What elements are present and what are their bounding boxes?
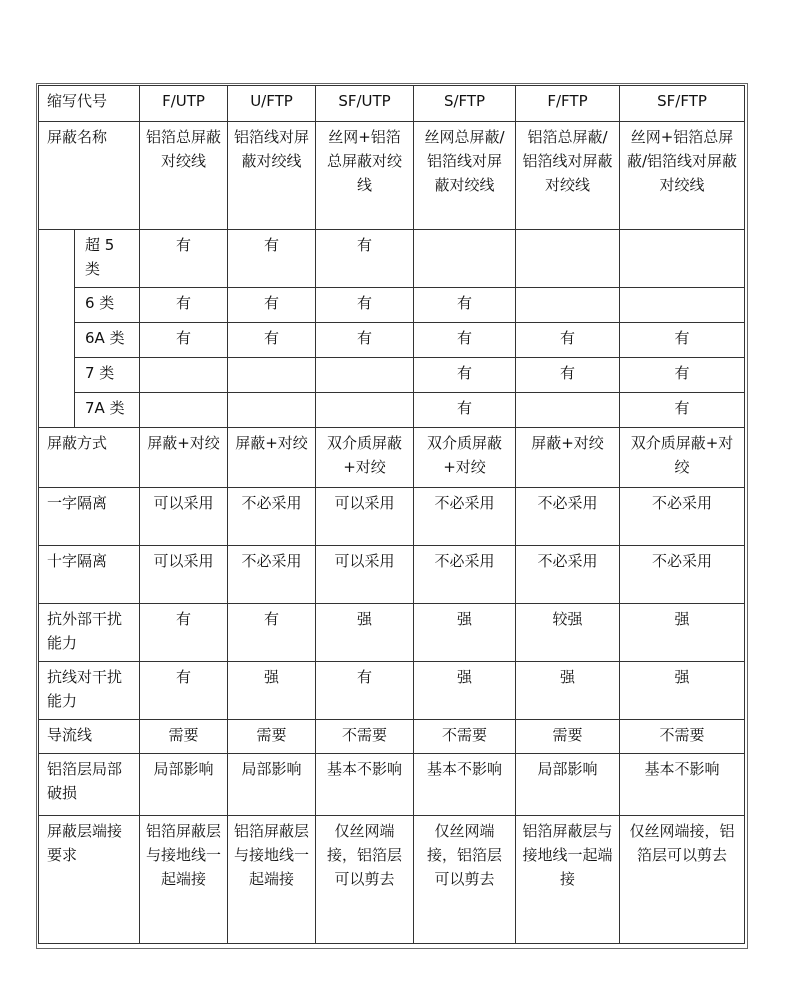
- table-cell: 仅丝网端接，铝箔层可以剪去: [620, 816, 745, 944]
- table-row: [39, 122, 745, 230]
- table-cell: 屏蔽+对绞: [228, 428, 316, 488]
- table-cell: 需要: [140, 720, 228, 754]
- table-cell: 不需要: [414, 720, 516, 754]
- table-cell: 丝网+铝箔总屏蔽对绞线: [316, 122, 414, 230]
- table-cell: 不需要: [316, 720, 414, 754]
- category-label: 6A 类: [75, 323, 140, 358]
- row-label: 屏蔽方式: [39, 428, 140, 488]
- table-cell: 仅丝网端接，铝箔层可以剪去: [316, 816, 414, 944]
- category-label: 7A 类: [75, 393, 140, 428]
- table-cell: [316, 393, 414, 428]
- column-header-sf-ftp: SF/FTP: [620, 86, 745, 122]
- table-cell: 较强: [516, 604, 620, 662]
- table-cell: 双介质屏蔽+对绞: [620, 428, 745, 488]
- table-cell: 局部影响: [140, 754, 228, 816]
- table-cell: 需要: [228, 720, 316, 754]
- table-cell: [516, 288, 620, 323]
- column-header-f-utp: F/UTP: [140, 86, 228, 122]
- table-cell: 有: [140, 288, 228, 323]
- table-cell: 有: [316, 662, 414, 720]
- table-row: [39, 488, 745, 546]
- table-cell: 铝箔总屏蔽/铝箔线对屏蔽对绞线: [516, 122, 620, 230]
- column-header-f-ftp: F/FTP: [516, 86, 620, 122]
- table-cell: 有: [316, 323, 414, 358]
- table-cell: 强: [414, 662, 516, 720]
- header-row: [39, 86, 745, 122]
- table-cell: [316, 358, 414, 393]
- table-cell: 不必采用: [516, 488, 620, 546]
- table-cell: 有: [140, 604, 228, 662]
- table-cell: [228, 358, 316, 393]
- table-cell: 强: [316, 604, 414, 662]
- category-label: 6 类: [75, 288, 140, 323]
- category-group-spacer: [39, 230, 75, 428]
- column-header-s-ftp: S/FTP: [414, 86, 516, 122]
- table-row: [39, 604, 745, 662]
- table-cell: 不必采用: [414, 546, 516, 604]
- table-cell: [620, 230, 745, 288]
- table-cell: 有: [140, 662, 228, 720]
- table-cell: 不必采用: [516, 546, 620, 604]
- table-cell: [516, 393, 620, 428]
- table-cell: 强: [620, 604, 745, 662]
- table-cell: 强: [414, 604, 516, 662]
- row-label: 导流线: [39, 720, 140, 754]
- table-row: [39, 816, 745, 944]
- table-cell: 可以采用: [316, 488, 414, 546]
- table-cell: [228, 393, 316, 428]
- table-cell: 不需要: [620, 720, 745, 754]
- table-cell: [140, 358, 228, 393]
- table-cell: 不必采用: [620, 546, 745, 604]
- table-cell: 丝网总屏蔽/铝箔线对屏蔽对绞线: [414, 122, 516, 230]
- table-cell: [414, 230, 516, 288]
- table-cell: 铝箔屏蔽层与接地线一起端接: [140, 816, 228, 944]
- table-cell: 不必采用: [228, 546, 316, 604]
- table-cell: 有: [414, 288, 516, 323]
- table-cell: 强: [228, 662, 316, 720]
- table-row: [39, 720, 745, 754]
- column-header-sf-utp: SF/UTP: [316, 86, 414, 122]
- table-cell: 可以采用: [140, 546, 228, 604]
- table-cell: 有: [516, 358, 620, 393]
- table-cell: 局部影响: [516, 754, 620, 816]
- table-cell: 有: [140, 230, 228, 288]
- shielded-cable-comparison-table: [38, 85, 745, 944]
- table-cell: 双介质屏蔽+对绞: [316, 428, 414, 488]
- table-cell: 有: [316, 230, 414, 288]
- table-cell: 可以采用: [140, 488, 228, 546]
- category-row: [39, 323, 745, 358]
- table-cell: 强: [516, 662, 620, 720]
- table-cell: 有: [228, 604, 316, 662]
- table-cell: 不必采用: [414, 488, 516, 546]
- table-cell: 有: [620, 323, 745, 358]
- table-row: [39, 662, 745, 720]
- table-cell: [140, 393, 228, 428]
- table-cell: 有: [228, 230, 316, 288]
- table-row: [39, 428, 745, 488]
- row-label: 十字隔离: [39, 546, 140, 604]
- table-cell: 基本不影响: [316, 754, 414, 816]
- table-cell: 有: [228, 288, 316, 323]
- row-label: 屏蔽层端接要求: [39, 816, 140, 944]
- column-header-u-ftp: U/FTP: [228, 86, 316, 122]
- table-cell: 有: [516, 323, 620, 358]
- table-cell: 屏蔽+对绞: [140, 428, 228, 488]
- table-cell: 有: [316, 288, 414, 323]
- table-cell: 不必采用: [228, 488, 316, 546]
- category-row: [39, 393, 745, 428]
- table-cell: 丝网+铝箔总屏蔽/铝箔线对屏蔽对绞线: [620, 122, 745, 230]
- category-row: [39, 288, 745, 323]
- row-label: 一字隔离: [39, 488, 140, 546]
- category-row: [39, 230, 745, 288]
- category-label: 7 类: [75, 358, 140, 393]
- table-cell: 铝箔屏蔽层与接地线一起端接: [228, 816, 316, 944]
- table-cell: 有: [620, 358, 745, 393]
- table-cell: 强: [620, 662, 745, 720]
- table-cell: 铝箔线对屏蔽对绞线: [228, 122, 316, 230]
- table-cell: 有: [228, 323, 316, 358]
- table-cell: 有: [414, 323, 516, 358]
- table-cell: 有: [414, 358, 516, 393]
- table-cell: 有: [140, 323, 228, 358]
- table-cell: 仅丝网端接，铝箔层可以剪去: [414, 816, 516, 944]
- table-cell: 屏蔽+对绞: [516, 428, 620, 488]
- category-row: [39, 358, 745, 393]
- table-row: [39, 546, 745, 604]
- table-cell: [516, 230, 620, 288]
- table-cell: 可以采用: [316, 546, 414, 604]
- row-label: 抗外部干扰能力: [39, 604, 140, 662]
- table-cell: 双介质屏蔽+对绞: [414, 428, 516, 488]
- table-cell: 不必采用: [620, 488, 745, 546]
- table-cell: 基本不影响: [414, 754, 516, 816]
- table-cell: 铝箔屏蔽层与接地线一起端接: [516, 816, 620, 944]
- table-cell: 需要: [516, 720, 620, 754]
- table-cell: [620, 288, 745, 323]
- table-cell: 有: [620, 393, 745, 428]
- row-label: 铝箔层局部破损: [39, 754, 140, 816]
- table-cell: 基本不影响: [620, 754, 745, 816]
- category-label: 超 5 类: [75, 230, 140, 288]
- table-cell: 铝箔总屏蔽对绞线: [140, 122, 228, 230]
- table-cell: 局部影响: [228, 754, 316, 816]
- row-label: 屏蔽名称: [39, 122, 140, 230]
- table-cell: 有: [414, 393, 516, 428]
- header-label: 缩写代号: [39, 86, 140, 122]
- row-label: 抗线对干扰能力: [39, 662, 140, 720]
- table-row: [39, 754, 745, 816]
